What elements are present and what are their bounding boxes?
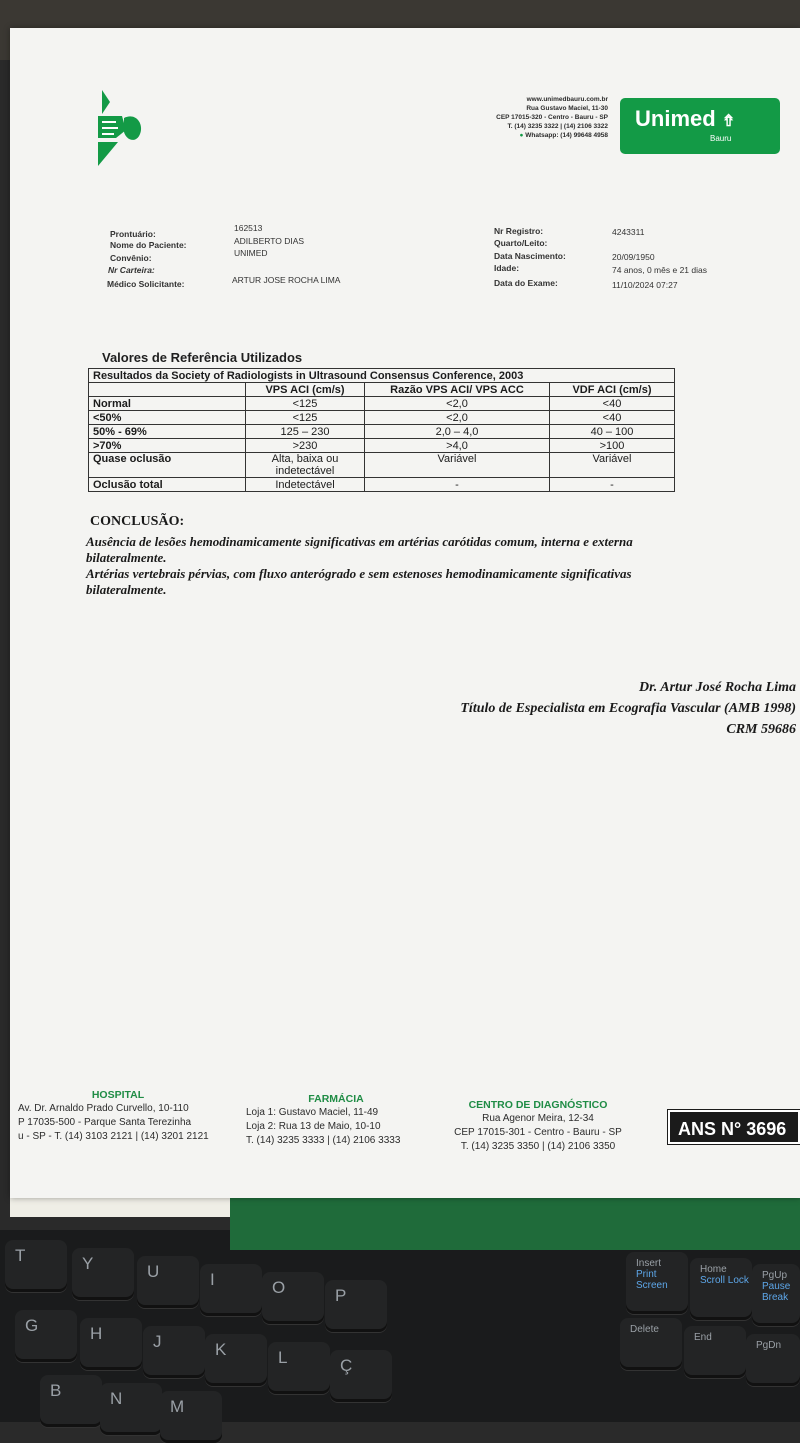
whatsapp-icon: ● <box>519 132 524 139</box>
idade-value: 74 anos, 0 mês e 21 dias <box>612 265 707 275</box>
whatsapp-text: Whatsapp: (14) 99648 4958 <box>525 132 608 139</box>
whatsapp-line <box>430 131 608 140</box>
key-pgup-label: PgUp <box>762 1270 788 1281</box>
phone-line: T. (14) 3235 3322 | (14) 2106 3322 <box>507 123 608 130</box>
key-home <box>690 1258 752 1320</box>
table-row <box>89 453 675 478</box>
farmacia-line: Loja 2: Rua 13 de Maio, 10-10 <box>246 1121 381 1132</box>
key-l: L <box>268 1342 330 1394</box>
table-cell: 40 – 100 <box>550 425 675 439</box>
hospital-line: Av. Dr. Arnaldo Prado Curvello, 10-110 <box>18 1103 189 1114</box>
nascimento-value: 20/09/1950 <box>612 252 655 262</box>
table-row <box>89 425 675 439</box>
nome-label: Nome do Paciente: <box>110 240 187 250</box>
row-label: Oclusão total <box>89 478 246 492</box>
key-pgdn: PgDn <box>746 1334 800 1386</box>
unimed-brand-logo <box>620 98 780 154</box>
prontuario-value: 162513 <box>234 223 263 233</box>
unimed-tree-logo <box>96 88 144 168</box>
doctor-title: Título de Especialista em Ecografia Vascular (AMB 1998) <box>460 701 796 716</box>
row-label: Normal <box>89 397 246 411</box>
paper-edge <box>10 1195 230 1217</box>
footer-farmacia <box>246 1092 426 1148</box>
key-t: T <box>5 1240 67 1292</box>
centro-line: CEP 17015-301 - Centro - Bauru - SP <box>454 1127 622 1138</box>
hospital-line: u - SP - T. (14) 3103 2121 | (14) 3201 2121 <box>18 1131 209 1142</box>
table-cell: >4,0 <box>365 439 550 453</box>
footer-centro <box>440 1098 636 1154</box>
conclusion-line: Artérias vertebrais pérvias, com fluxo anterógrado e sem estenoses hemodinamicamente significativas <box>86 566 632 581</box>
cep-line: CEP 17015-320 - Centro - Bauru - SP <box>496 114 608 121</box>
conclusion-line: Ausência de lesões hemodinamicamente significativas em artérias carótidas comum, interna e externa <box>86 534 633 549</box>
table-row <box>89 411 675 425</box>
reference-title: Valores de Referência Utilizados <box>102 350 303 365</box>
key-print-screen-label: Print Screen <box>636 1269 668 1291</box>
table-cell: <40 <box>550 397 675 411</box>
convenio-label: Convênio: <box>110 253 152 263</box>
table-cell: >230 <box>246 439 365 453</box>
key-insert-label: Insert <box>636 1258 662 1269</box>
key-insert <box>626 1252 688 1314</box>
carteira-label: Nr Carteira: <box>108 265 155 275</box>
centro-line: Rua Agenor Meira, 12-34 <box>482 1113 594 1124</box>
centro-heading: CENTRO DE DIAGNÓSTICO <box>468 1099 608 1111</box>
table-cell: <40 <box>550 411 675 425</box>
website-link[interactable]: www.unimedbauru.com.br <box>526 96 608 103</box>
farmacia-heading: FARMÁCIA <box>308 1093 364 1105</box>
key-end: End <box>684 1326 746 1378</box>
key-b: B <box>40 1375 102 1427</box>
reference-table <box>88 368 675 492</box>
prontuario-label: Prontuário: <box>110 229 156 239</box>
key-j: J <box>143 1326 205 1378</box>
key-h: H <box>80 1318 142 1370</box>
nascimento-label: Data Nascimento: <box>494 251 566 261</box>
table-caption: Resultados da Society of Radiologists in Ultrasound Consensus Conference, 2003 <box>89 369 675 383</box>
table-cell: Indetectável <box>246 478 365 492</box>
key-home-label: Home <box>700 1264 727 1275</box>
table-row <box>89 397 675 411</box>
medico-label: Médico Solicitante: <box>107 279 185 289</box>
exame-value: 11/10/2024 07:27 <box>612 280 678 290</box>
keyboard <box>0 1230 800 1422</box>
column-header: Razão VPS ACI/ VPS ACC <box>365 383 550 397</box>
key-k: K <box>205 1334 267 1386</box>
registro-label: Nr Registro: <box>494 226 544 236</box>
column-header: VPS ACI (cm/s) <box>246 383 365 397</box>
header-contact <box>430 95 608 140</box>
key-pause-break-label: Pause Break <box>762 1281 791 1303</box>
table-cell: <2,0 <box>365 411 550 425</box>
column-header: VDF ACI (cm/s) <box>550 383 675 397</box>
table-row <box>89 439 675 453</box>
address-line: Rua Gustavo Maciel, 11-30 <box>526 105 608 112</box>
report-sheet <box>10 28 800 1198</box>
row-label: 50% - 69% <box>89 425 246 439</box>
key-i: I <box>200 1264 262 1316</box>
key-p: P <box>325 1280 387 1332</box>
column-header <box>89 383 246 397</box>
conclusion-line: bilateralmente. <box>86 550 167 565</box>
brand-name <box>635 106 735 132</box>
table-caption-row <box>89 369 675 383</box>
farmacia-line: Loja 1: Gustavo Maciel, 11-49 <box>246 1107 379 1118</box>
brand-name-text: Unimed <box>635 106 716 131</box>
row-label: Quase oclusão <box>89 453 246 478</box>
key-m: M <box>160 1391 222 1443</box>
table-cell: Variável <box>365 453 550 478</box>
table-cell: <125 <box>246 411 365 425</box>
green-cover-strip <box>230 1195 800 1250</box>
table-cell: >100 <box>550 439 675 453</box>
signature-block <box>390 677 796 740</box>
key-n: N <box>100 1383 162 1435</box>
brand-city: Bauru <box>710 134 732 143</box>
doctor-name: Dr. Artur José Rocha Lima <box>638 680 796 695</box>
farmacia-line: T. (14) 3235 3333 | (14) 2106 3333 <box>246 1135 401 1146</box>
conclusion-title: CONCLUSÃO: <box>90 514 185 529</box>
key-pgup <box>752 1264 800 1326</box>
doctor-crm: CRM 59686 <box>726 722 796 737</box>
exame-label: Data do Exame: <box>494 278 558 288</box>
row-label: <50% <box>89 411 246 425</box>
key-c-cedilla: Ç <box>330 1350 392 1402</box>
table-header-row <box>89 383 675 397</box>
idade-label: Idade: <box>494 263 520 273</box>
quarto-label: Quarto/Leito: <box>494 238 548 248</box>
key-u: U <box>137 1256 199 1308</box>
key-o: O <box>262 1272 324 1324</box>
registro-value: 4243311 <box>612 227 645 237</box>
hospital-heading: HOSPITAL <box>91 1089 145 1101</box>
table-cell: - <box>550 478 675 492</box>
footer-hospital <box>18 1088 218 1144</box>
key-scroll-lock-label: Scroll Lock <box>700 1275 749 1286</box>
ans-badge: ANS N° 3696 <box>668 1110 800 1144</box>
table-cell: Variável <box>550 453 675 478</box>
row-label: >70% <box>89 439 246 453</box>
table-cell: 125 – 230 <box>246 425 365 439</box>
table-row <box>89 478 675 492</box>
table-cell: - <box>365 478 550 492</box>
conclusion-line: bilateralmente. <box>86 582 167 597</box>
key-g: G <box>15 1310 77 1362</box>
table-cell: 2,0 – 4,0 <box>365 425 550 439</box>
nome-value: ADILBERTO DIAS <box>234 236 305 246</box>
medico-value: ARTUR JOSE ROCHA LIMA <box>232 275 341 285</box>
conclusion-section <box>86 514 790 598</box>
table-cell: <2,0 <box>365 397 550 411</box>
table-cell: <125 <box>246 397 365 411</box>
centro-line: T. (14) 3235 3350 | (14) 2106 3350 <box>460 1141 616 1152</box>
hospital-line: P 17035-500 - Parque Santa Terezinha <box>18 1117 192 1128</box>
key-y: Y <box>72 1248 134 1300</box>
key-delete: Delete <box>620 1318 682 1370</box>
convenio-value: UNIMED <box>234 248 268 258</box>
table-cell: Alta, baixa ou indetectável <box>246 453 365 478</box>
brand-symbol-icon: ⇮ <box>721 113 736 130</box>
